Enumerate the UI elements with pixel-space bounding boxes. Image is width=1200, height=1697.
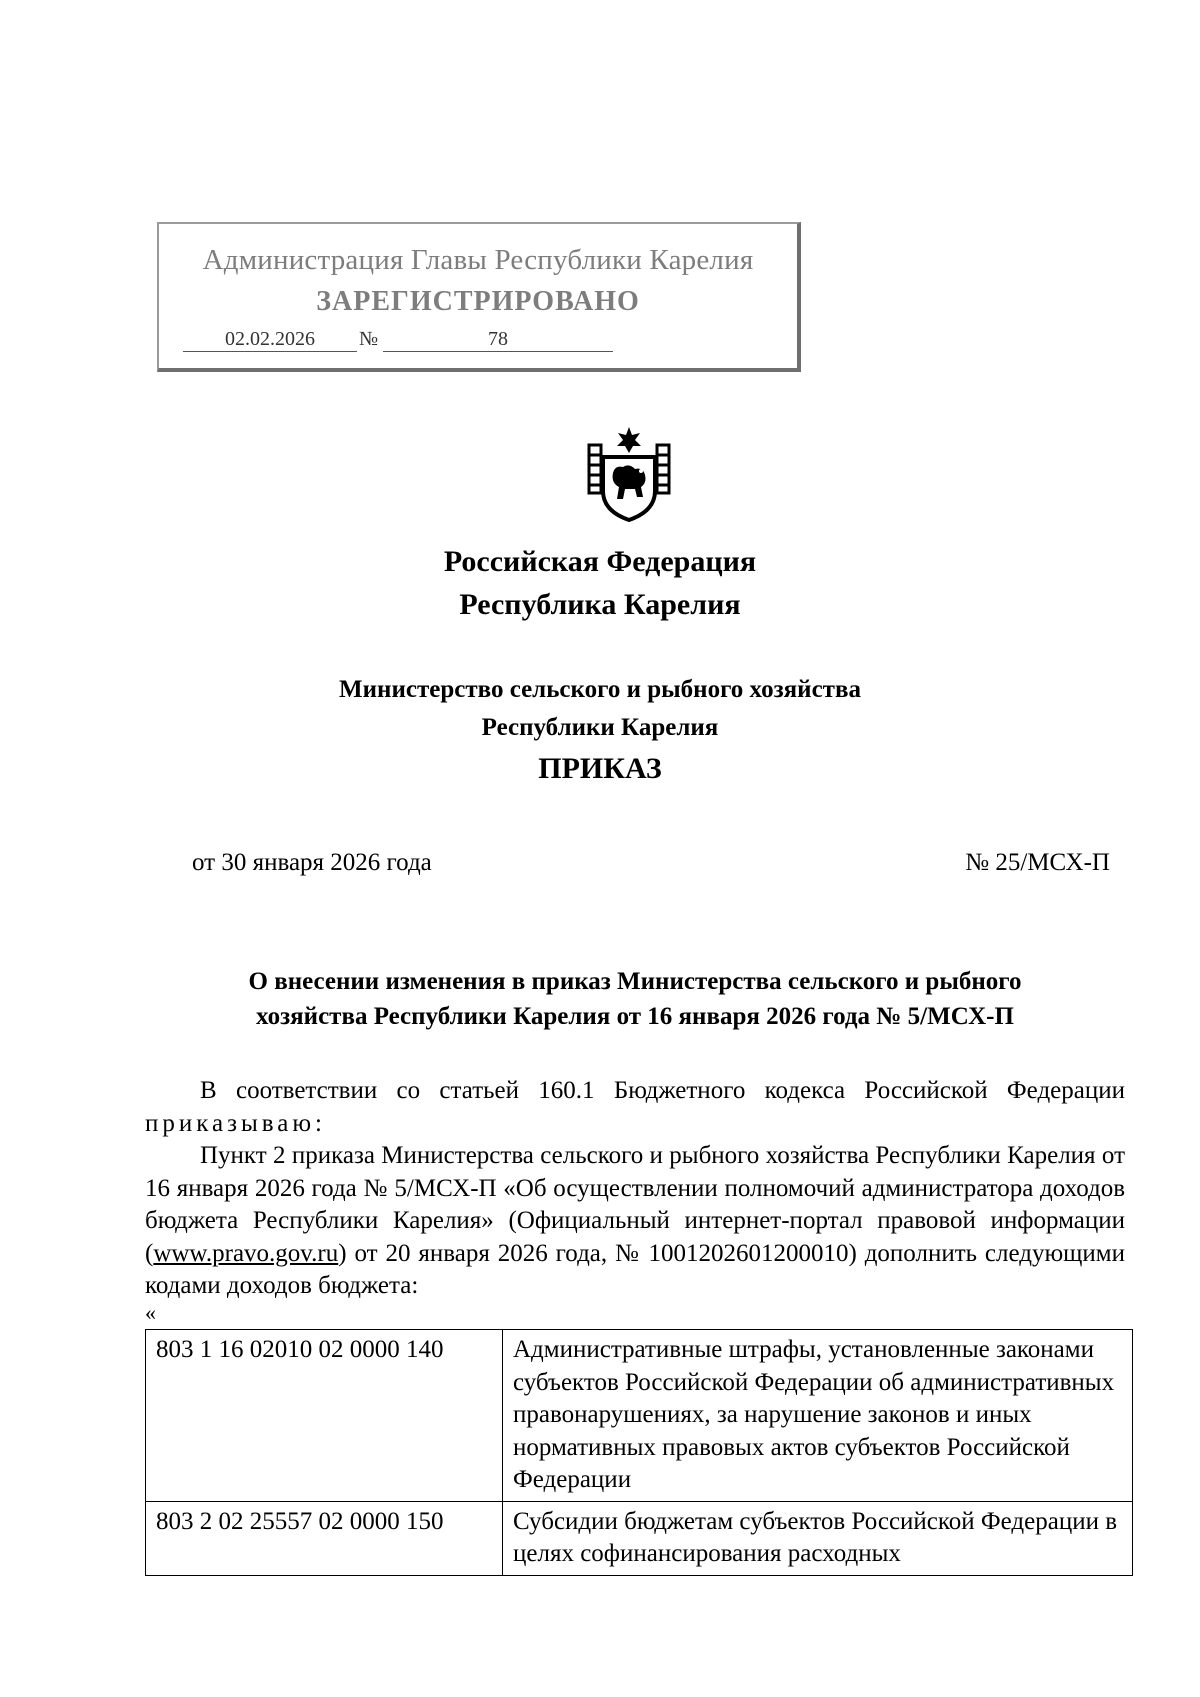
country-title: Российская Федерация [443,545,757,578]
table-row [146,1330,1133,1502]
document-body [145,1075,1125,1303]
subject-line1: О внесении изменения в приказ Министерства сельского и рыбного [248,968,1022,995]
paragraph-1-text: В соответствии со статьей 160.1 Бюджетного кодекса Российской Федерации [200,1077,1125,1104]
table-row [146,1501,1133,1575]
document-subject [145,964,1125,1034]
document-number: № 25/МСХ-П [965,849,1110,876]
pravo-link[interactable]: www.pravo.gov.ru [153,1239,339,1267]
paragraph-2-text-start: Пункт 2 приказа Министерства сельского и рыбного хозяйства Республики Карелия от 16 января 2026 года № 5/МСХ-П «Об осуществлении полномочий администратора доходов бюджета Республики Карелия» (Официальный интернет-портал правовой информации ( [145,1142,1125,1267]
registration-stamp [157,222,801,372]
opening-quote: « [145,1300,156,1325]
paragraph-2 [145,1140,1125,1303]
paragraph-1-order-word: приказываю: [145,1109,326,1137]
star-icon [617,427,641,453]
income-description-cell: Административные штрафы, установленные законами субъектов Российской Федерации об административных правонарушениях, за нарушение законов и иных нормативных правовых актов субъектов Российской Федерации [503,1330,1133,1502]
stamp-date: 02.02.2026 [183,328,357,352]
stamp-number-label: № [359,328,379,350]
ministry-title-line2: Республики Карелия [481,714,719,741]
stamp-organization: Администрация Главы Республики Карелия [202,244,754,276]
income-code-cell: 803 1 16 02010 02 0000 140 [146,1330,503,1502]
paragraph-1 [145,1075,1125,1140]
region-title: Республика Карелия [459,588,741,621]
income-code-cell: 803 2 02 25557 02 0000 150 [146,1501,503,1575]
stamp-status: ЗАРЕГИСТРИРОВАНО [316,286,640,317]
subject-line2: хозяйства Республики Карелия от 16 января 2026 года № 5/МСХ-П [256,1003,1014,1030]
income-codes-table [145,1329,1133,1576]
stamp-number: 78 [383,328,613,352]
document-type: ПРИКАЗ [538,752,662,785]
document-date: от 30 января 2026 года [192,849,432,876]
coat-of-arms-icon [585,425,673,523]
ministry-title-line1: Министерство сельского и рыбного хозяйства [339,676,861,703]
income-description-cell: Субсидии бюджетам субъектов Российской Федерации в целях софинансирования расходных [503,1501,1133,1575]
paragraph-2-text-end: ) от 20 января 2026 года, № 1001202601200010) дополнить следующими кодами доходов бюджета: [145,1239,1125,1299]
